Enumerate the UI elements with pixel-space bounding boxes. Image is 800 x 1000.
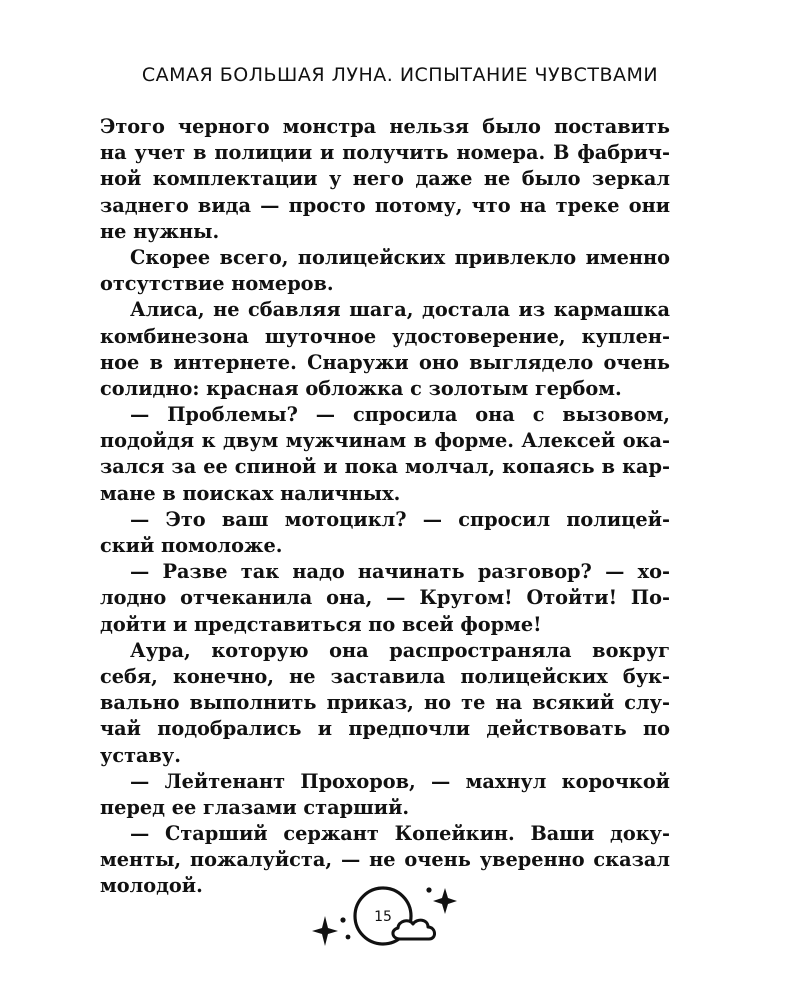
text-line: Этого черного монстра нельзя было поставить — [100, 115, 670, 138]
text-line: мане в поисках наличных. — [100, 481, 401, 505]
text-line: вально выполнить приказ, но те на всякий слу- — [100, 691, 670, 715]
page-folio — [300, 880, 500, 955]
moon-cloud-stars-icon — [300, 880, 500, 955]
text-line: чай подобрались и предпочли действовать по — [100, 717, 670, 741]
page-number: 15 — [374, 909, 392, 925]
body-text — [100, 114, 670, 900]
text-line: менты, пожалуйста, — не очень уверенно сказал — [100, 848, 670, 872]
text-line: — Старший сержант Копейкин. Ваши доку- — [130, 822, 670, 846]
text-line: на учет в полиции и получить номера. В фабрич- — [100, 141, 670, 165]
text-line: комбинезона шуточное удостоверение, куплен- — [100, 324, 670, 348]
text-line: Алиса, не сбавляя шага, достала из кармашка — [130, 298, 670, 322]
text-line: ной комплектации у него даже не было зеркал — [100, 167, 670, 191]
text-line: дойти и представиться по всей форме! — [100, 612, 542, 636]
text-line: — Лейтенант Прохоров, — махнул корочкой — [130, 769, 670, 793]
text-line: Скорее всего, полицейских привлекло именно — [130, 245, 670, 269]
text-line: подойдя к двум мужчинам в форме. Алексей ока- — [100, 429, 670, 453]
text-line: ное в интернете. Снаружи оно выглядело очень — [100, 350, 670, 374]
text-line: — Это ваш мотоцикл? — спросил полицей- — [130, 507, 670, 531]
text-line: зался за ее спиной и пока молчал, копаясь в кар- — [100, 455, 670, 479]
text-line: отсутствие номеров. — [100, 272, 334, 296]
text-line: — Разве так надо начинать разговор? — хо- — [130, 560, 670, 584]
text-line: солидно: красная обложка с золотым гербом. — [100, 376, 622, 400]
text-line: молодой. — [100, 874, 203, 898]
text-line: — Проблемы? — спросила она с вызовом, — [130, 403, 670, 427]
text-line: не нужны. — [100, 219, 220, 243]
text-line: себя, конечно, не заставила полицейских бук- — [100, 664, 670, 688]
text-line: уставу. — [100, 743, 181, 767]
running-title: САМАЯ БОЛЬШАЯ ЛУНА. ИСПЫТАНИЕ ЧУВСТВАМИ — [141, 64, 659, 86]
text-line: перед ее глазами старший. — [100, 795, 410, 819]
text-line: заднего вида — просто потому, что на треке они — [100, 193, 670, 217]
text-line: лодно отчеканила она, — Кругом! Отойти! По- — [100, 586, 670, 610]
text-line: Аура, которую она распространяла вокруг — [130, 638, 670, 662]
text-line: ский помоложе. — [100, 534, 283, 557]
